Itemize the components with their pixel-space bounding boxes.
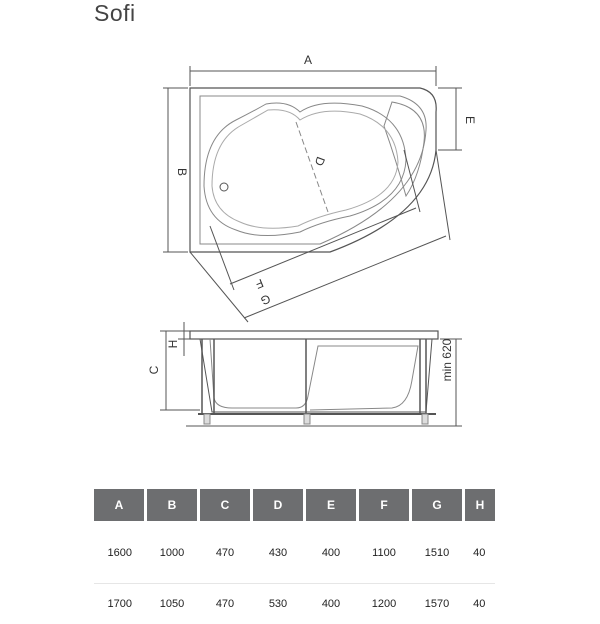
tub-body	[210, 339, 418, 410]
cell: 1510	[411, 521, 464, 584]
cell: 400	[305, 521, 358, 584]
cell: 1050	[146, 584, 199, 624]
dim-f-line	[230, 208, 416, 284]
cell: 1200	[358, 584, 411, 624]
header-b: B	[146, 489, 199, 521]
cell: 430	[252, 521, 305, 584]
cell: 1600	[94, 521, 146, 584]
label-h: H	[166, 340, 180, 349]
basin-outline	[204, 103, 406, 236]
header-f: F	[358, 489, 411, 521]
top-view	[163, 66, 462, 322]
cell: 400	[305, 584, 358, 624]
label-b: B	[175, 168, 189, 176]
label-g: G	[259, 291, 273, 307]
table-header-row	[94, 489, 495, 521]
cell: 1570	[411, 584, 464, 624]
dimensions-table	[94, 489, 495, 624]
table-row	[94, 521, 495, 584]
label-min-620: min 620	[440, 338, 454, 381]
cell: 40	[464, 521, 496, 584]
label-e: E	[463, 116, 477, 124]
cell: 1000	[146, 521, 199, 584]
label-a: A	[304, 53, 312, 67]
label-c: C	[147, 365, 161, 374]
side-view	[160, 322, 462, 426]
cell: 470	[199, 521, 252, 584]
drain-icon	[220, 183, 228, 191]
header-g: G	[411, 489, 464, 521]
dim-g-line	[244, 236, 446, 318]
cell: 470	[199, 584, 252, 624]
header-h: H	[464, 489, 496, 521]
table-row	[94, 584, 495, 624]
header-a: A	[94, 489, 146, 521]
cell: 1100	[358, 521, 411, 584]
cell: 530	[252, 584, 305, 624]
header-c: C	[199, 489, 252, 521]
label-d: D	[312, 155, 328, 168]
tub-rim	[190, 331, 438, 339]
cell: 1700	[94, 584, 146, 624]
label-f: F	[253, 276, 265, 292]
product-title: Sofi	[94, 0, 136, 27]
header-d: D	[252, 489, 305, 521]
basin-inner	[212, 110, 398, 229]
cell: 40	[464, 584, 496, 624]
header-e: E	[305, 489, 358, 521]
